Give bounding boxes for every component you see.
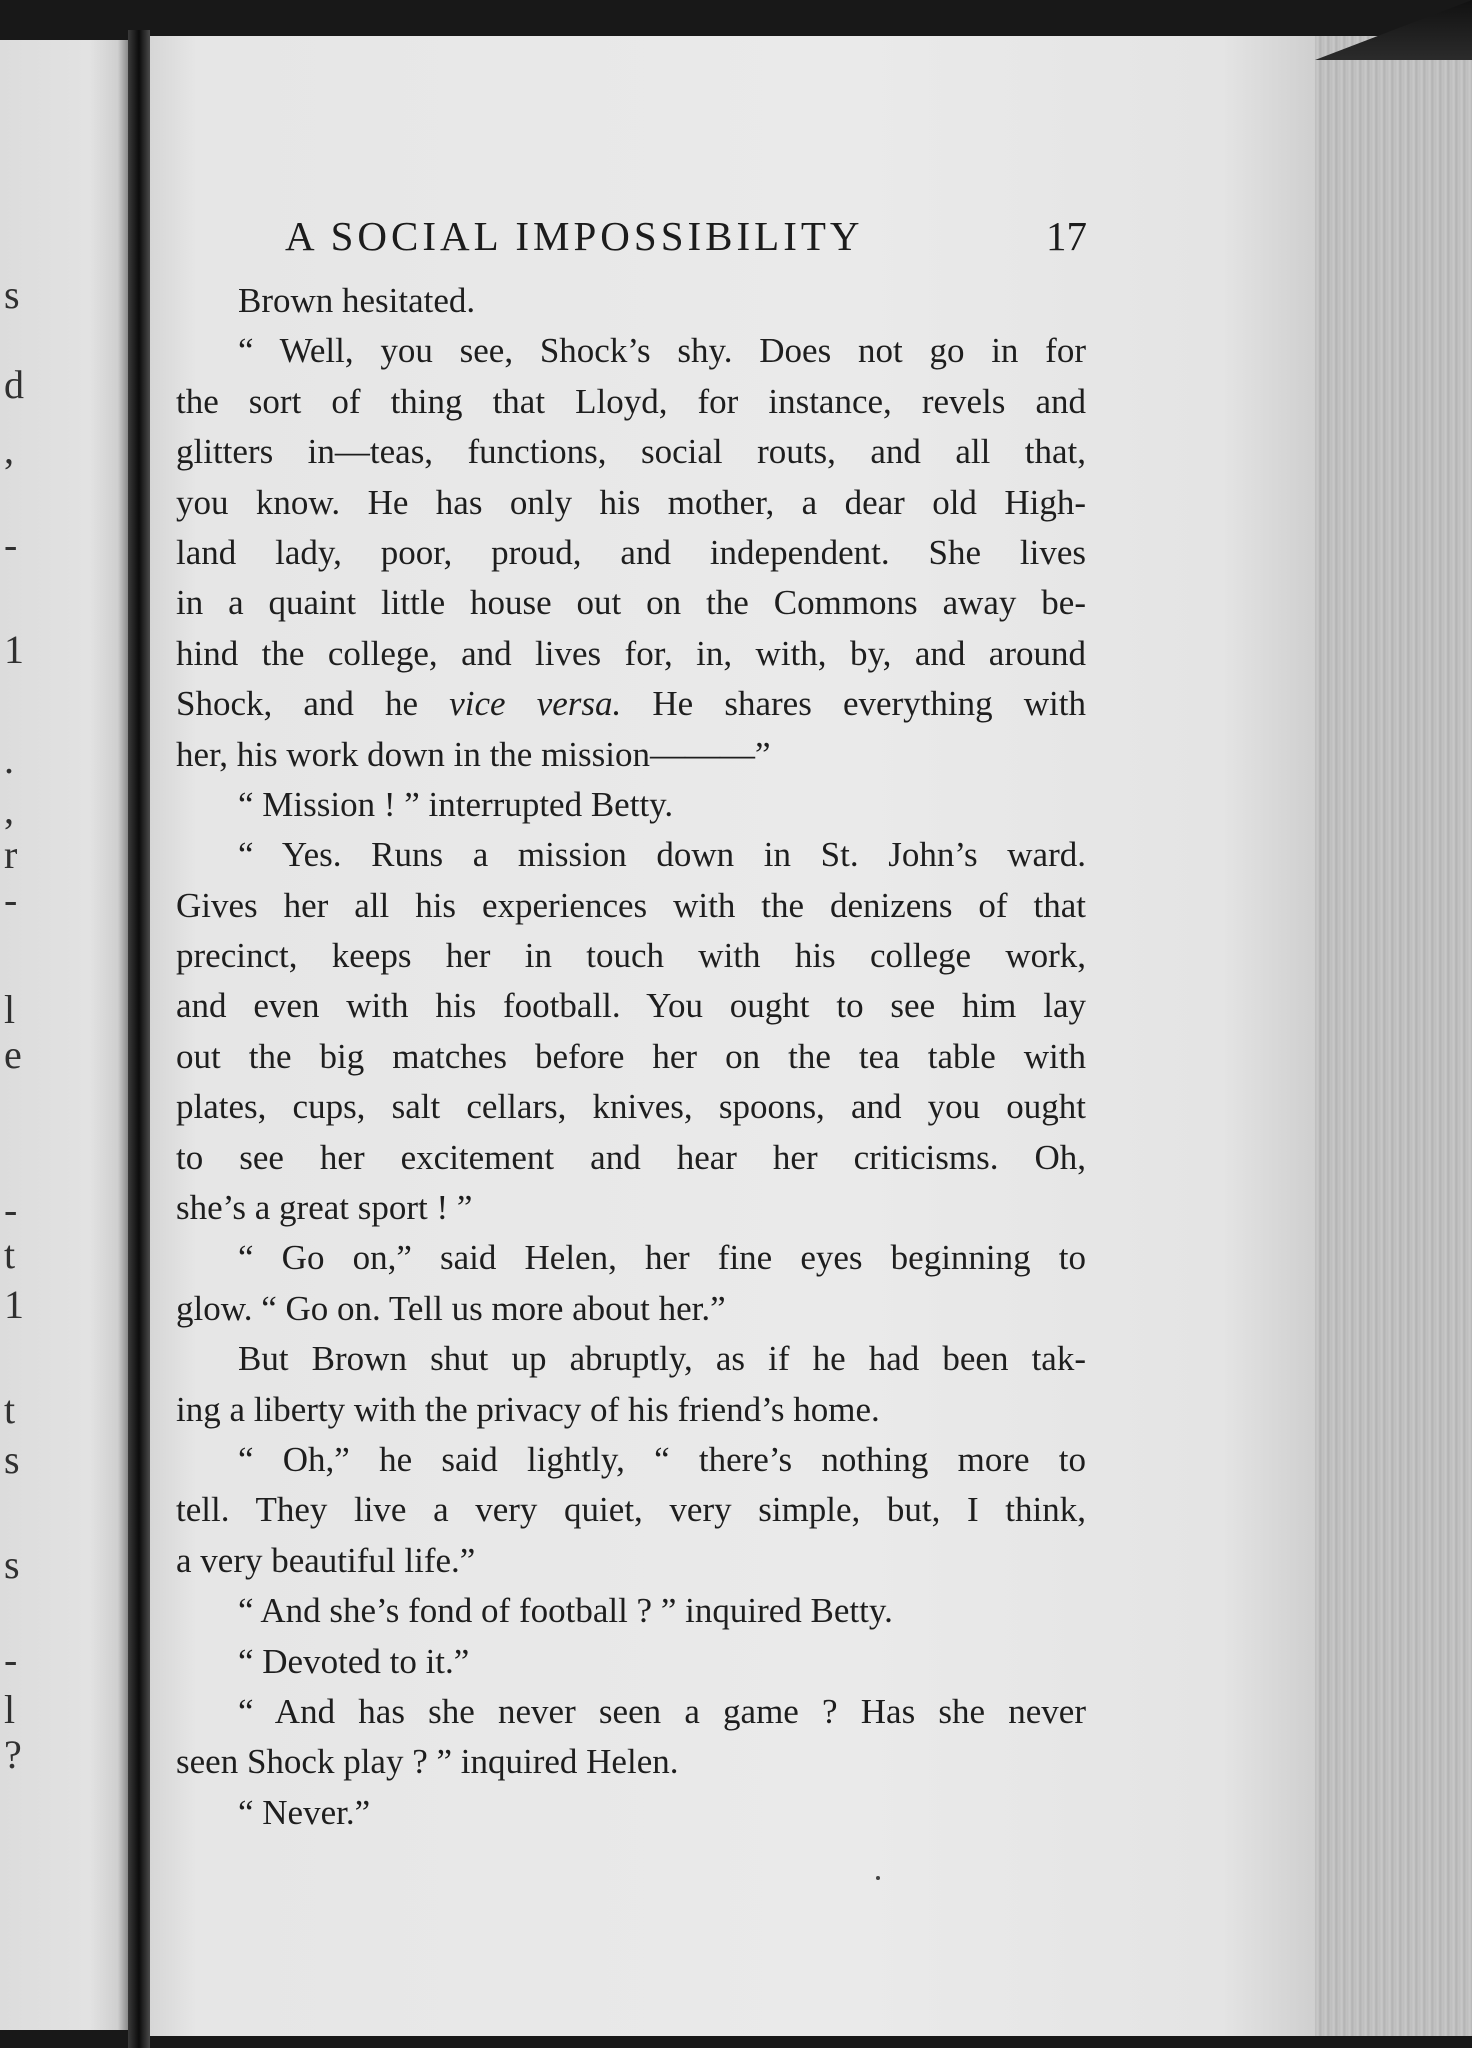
facing-page-glyph: - — [4, 522, 18, 567]
text-line: Brown hesitated. — [238, 281, 476, 320]
text-line: the sort of thing that Lloyd, for instance, revels and — [176, 381, 1086, 421]
body-text — [176, 276, 1086, 1838]
text-line: “ Well, you see, Shock’s shy. Does not go in for — [238, 331, 1086, 371]
facing-page-glyph: 1 — [4, 1282, 24, 1327]
facing-page-glyph: 1 — [4, 627, 24, 672]
page-number: 17 — [1046, 213, 1087, 259]
facing-page-glyph: , — [4, 427, 14, 472]
text-line: “ Oh,” he said lightly, “ there’s nothing more to — [238, 1439, 1086, 1479]
facing-page-glyph: . — [4, 737, 14, 782]
facing-page-glyph: l — [4, 987, 16, 1032]
text-line: you know. He has only his mother, a dear old High- — [176, 482, 1086, 522]
facing-page-glyph: l — [4, 1687, 16, 1732]
text-line: ing a liberty with the privacy of his friend’s home. — [176, 1389, 880, 1429]
text-line: plates, cups, salt cellars, knives, spoons, and you ought — [176, 1087, 1086, 1127]
text-line: her, his work down in the mission———” — [176, 734, 771, 774]
facing-page-glyph: r — [4, 832, 18, 877]
text-line: “ Devoted to it.” — [238, 1641, 470, 1681]
facing-page-glyph: e — [4, 1032, 22, 1077]
text-line: seen Shock play ? ” inquired Helen. — [176, 1742, 679, 1782]
text-line: a very beautiful life.” — [176, 1540, 476, 1580]
book-gutter — [128, 30, 150, 2048]
text-line: precinct, keeps her in touch with his college work, — [176, 936, 1086, 976]
text-line: and even with his football. You ought to see him lay — [176, 986, 1086, 1026]
facing-page-glyph: s — [4, 1437, 20, 1482]
text-line: in a quaint little house out on the Commons away be- — [176, 583, 1086, 623]
text-line: Gives her all his experiences with the denizens of that — [176, 885, 1086, 925]
facing-page-edge — [0, 40, 128, 2030]
facing-page-glyph: - — [4, 1187, 18, 1232]
text-line: glow. “ Go on. Tell us more about her.” — [176, 1288, 726, 1328]
facing-page-glyph: s — [4, 1542, 20, 1587]
text-line: glitters in—teas, functions, social routs, and all that, — [176, 432, 1086, 472]
text-line: “ Yes. Runs a mission down in St. John’s ward. — [238, 835, 1086, 875]
facing-page-glyph: t — [4, 1232, 16, 1277]
running-head-title: A SOCIAL IMPOSSIBILITY — [285, 213, 864, 259]
text-line: to see her excitement and hear her criticisms. Oh, — [176, 1137, 1086, 1177]
text-line: tell. They live a very quiet, very simple, but, I think, — [176, 1490, 1086, 1530]
text-line: “ Never.” — [238, 1792, 371, 1832]
facing-page-glyph: d — [4, 362, 24, 407]
text-line: “ And has she never seen a game ? Has she never — [238, 1691, 1086, 1731]
facing-page-glyph: - — [4, 877, 18, 922]
text-line: hind the college, and lives for, in, with, by, and around — [176, 633, 1086, 673]
facing-page-glyph: t — [4, 1387, 16, 1432]
text-line: “ Go on,” said Helen, her fine eyes beginning to — [238, 1238, 1086, 1278]
text-line: she’s a great sport ! ” — [176, 1188, 473, 1228]
paper-speck — [876, 1876, 880, 1880]
text-line: “ Mission ! ” interrupted Betty. — [238, 784, 674, 824]
facing-page-glyph: - — [4, 1637, 18, 1682]
text-line: out the big matches before her on the tea table with — [176, 1036, 1086, 1076]
text-line: land lady, poor, proud, and independent. She lives — [176, 532, 1086, 572]
text-line: “ And she’s fond of football ? ” inquired Betty. — [238, 1591, 893, 1631]
facing-page-glyph: s — [4, 272, 20, 317]
facing-page-glyph: , — [4, 787, 14, 832]
text-line: Shock, and he vice versa. He shares everything with — [176, 684, 1086, 724]
facing-page-glyph: ? — [4, 1732, 22, 1777]
text-line: But Brown shut up abruptly, as if he had been tak- — [238, 1339, 1086, 1379]
page-stack-edge — [1315, 36, 1472, 2036]
